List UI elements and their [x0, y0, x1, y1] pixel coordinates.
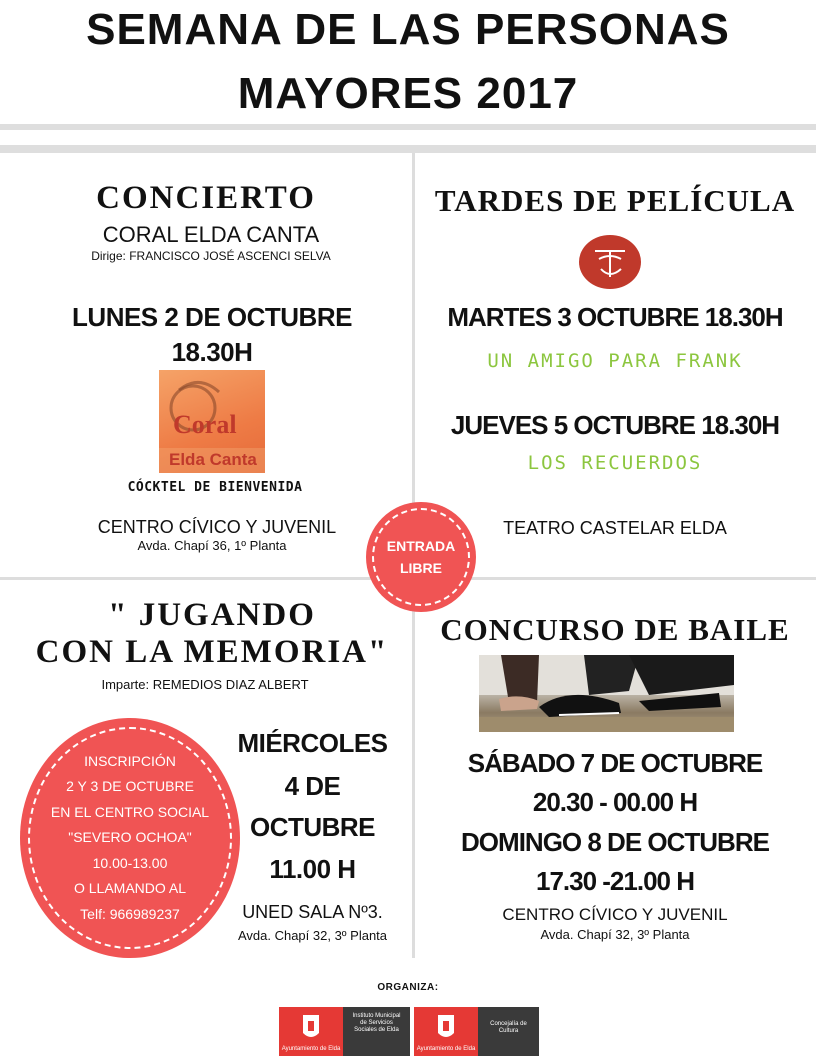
coral-logo-text: Coral	[173, 410, 237, 439]
concierto-subtitle: CORAL ELDA CANTA	[102, 222, 320, 247]
dance-photo	[479, 655, 734, 732]
baile-venue: CENTRO CÍVICO Y JUVENIL	[502, 905, 728, 924]
signup-phone: Telf: 966989237	[80, 905, 180, 922]
baile-day2: DOMINGO 8 DE OCTUBRE	[461, 827, 769, 857]
pelicula-heading: TARDES DE PELÍCULA	[434, 183, 796, 218]
memoria-heading-line1: " JUGANDO	[108, 597, 316, 633]
page-title-line2: MAYORES 2017	[237, 69, 579, 118]
signup-line-4: "SEVERO OCHOA"	[68, 829, 192, 846]
org2-caption: Ayuntamiento de Elda	[416, 1046, 476, 1052]
org2-name-box	[478, 1007, 539, 1056]
memoria-address: Avda. Chapí 32, 3º Planta	[237, 928, 388, 943]
concierto-heading: CONCIERTO	[96, 180, 316, 216]
entrada-line1: ENTRADA	[386, 538, 456, 554]
theater-monogram-icon	[579, 235, 641, 289]
inscripcion-badge	[20, 718, 240, 958]
concierto-time: 18.30H	[171, 337, 253, 367]
concierto-venue: CENTRO CÍVICO Y JUVENIL	[97, 517, 337, 537]
memoria-date-line4: 11.00 H	[269, 854, 356, 884]
coral-logo-subtext: Elda Canta	[169, 450, 257, 469]
signup-line-5: 10.00-13.00	[92, 854, 168, 871]
memoria-date-line1: MIÉRCOLES	[237, 728, 388, 758]
header-divider	[0, 124, 816, 130]
pelicula2-date: JUEVES 5 OCTUBRE 18.30H	[450, 410, 780, 440]
signup-line-6: O LLAMANDO AL	[73, 880, 187, 897]
baile-time1: 20.30 - 00.00 H	[532, 787, 698, 817]
memoria-date-line2: 4 DE	[284, 771, 341, 801]
org1-caption: Ayuntamiento de Elda	[281, 1046, 341, 1052]
baile-heading: CONCURSO DE BAILE	[440, 612, 790, 647]
entrada-libre-badge	[366, 502, 476, 612]
pelicula1-title: UN AMIGO PARA FRANK	[487, 350, 743, 372]
ayuntamiento-logo-2	[414, 1007, 478, 1056]
signup-line-3: EN EL CENTRO SOCIAL	[50, 803, 210, 820]
header-divider-2	[0, 145, 816, 153]
org2-name: Concejalía de Cultura	[490, 1021, 527, 1034]
memoria-date-line3: OCTUBRE	[249, 812, 376, 842]
city-shield-icon	[279, 1007, 343, 1047]
signup-line-2: 2 Y 3 DE OCTUBRE	[66, 778, 194, 795]
baile-address: Avda. Chapí 32, 3º Planta	[540, 927, 690, 942]
ayuntamiento-logo-1	[279, 1007, 343, 1056]
dancing-shoes-icon	[479, 655, 734, 732]
memoria-teacher: Imparte: REMEDIOS DIAZ ALBERT	[101, 677, 309, 692]
memoria-heading-line2: CON LA MEMORIA"	[35, 634, 389, 670]
baile-day1: SÁBADO 7 DE OCTUBRE	[467, 748, 763, 778]
page-title-line1: SEMANA DE LAS PERSONAS	[86, 5, 730, 54]
pelicula-venue: TEATRO CASTELAR ELDA	[503, 518, 727, 538]
entrada-line2: LIBRE	[399, 560, 442, 576]
concierto-director: Dirige: FRANCISCO JOSÉ ASCENCI SELVA	[91, 249, 331, 263]
org1-name: Instituto Municipal de Servicios Sociales de Elda	[352, 1013, 401, 1033]
memoria-venue: UNED SALA Nº3.	[242, 902, 383, 922]
pelicula2-title: LOS RECUERDOS	[527, 452, 703, 474]
org1-name-box	[343, 1007, 410, 1056]
organiza-label: ORGANIZA:	[377, 982, 439, 993]
concierto-address: Avda. Chapí 36, 1º Planta	[137, 538, 287, 553]
signup-line-1: INSCRIPCIÓN	[84, 752, 176, 769]
city-shield-icon	[414, 1007, 478, 1047]
teatro-castelar-logo	[579, 235, 641, 289]
cocktel-note: CÓCKTEL DE BIENVENIDA	[127, 480, 303, 495]
pelicula1-date: MARTES 3 OCTUBRE 18.30H	[447, 302, 783, 332]
concierto-date: LUNES 2 DE OCTUBRE	[72, 302, 352, 332]
coral-elda-canta-logo	[159, 370, 265, 473]
baile-time2: 17.30 -21.00 H	[535, 866, 694, 896]
